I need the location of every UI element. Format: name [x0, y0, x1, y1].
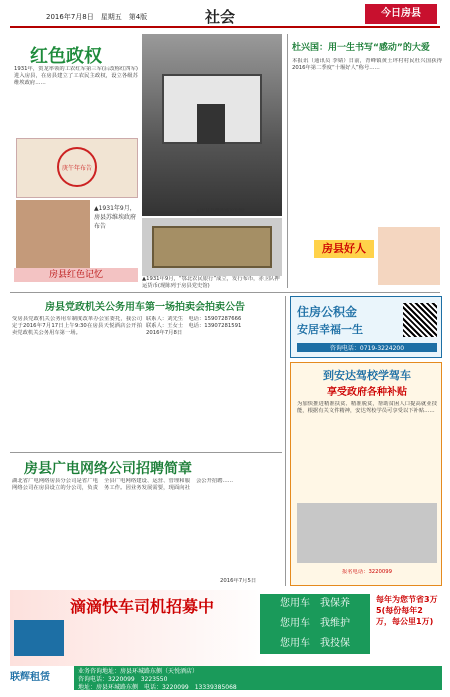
article-title-good-person: 杜兴国：用一生书写“感动”的大爱 [292, 43, 430, 53]
housing-fund-subtitle: 安居幸福一生 [297, 323, 363, 336]
footer-phone: 咨询电话：3220099 3223550 [78, 676, 168, 683]
old-building-photo [142, 34, 282, 216]
auction-contact-2: 联系人：王女士 电话：13907281591 [146, 323, 242, 329]
banknote [152, 226, 272, 268]
red-stamp: 庚午年布告 [57, 147, 97, 187]
issue-date: 2016年7月8日 星期五 第4版 [46, 13, 148, 21]
slogan-1: 您用车 我保养 [280, 598, 350, 609]
footer-address: 业务咨询地址：房县环城路东侧（天悦酒店） [78, 668, 199, 675]
slogan-2: 您用车 我维护 [280, 618, 350, 629]
driving-school-body: 为加快推进精准扶贫、精准脱贫，帮助贫困人口提高就业技能，根据有关文件精神，安达驾校学员可享受以下补贴…… [297, 401, 437, 414]
footer-band [74, 666, 442, 690]
header-rule [10, 26, 440, 28]
portrait-photo [378, 227, 440, 285]
slogan-block [260, 594, 370, 654]
recruit-title: 房县广电网络公司招聘简章 [24, 461, 192, 477]
building-door [197, 104, 225, 144]
didi-ad [10, 590, 442, 666]
company-name: 联辉租赁 [10, 672, 50, 683]
driving-school-phone: 报名电话：3220099 [341, 569, 393, 575]
housing-fund-title: 住房公积金 [297, 305, 358, 319]
good-person-badge: 房县好人 [314, 240, 374, 258]
article-body-red-power: 1931年，贺龙率领的工农红军第三军(后改称红四军)进入房县，在房县建立了工农民主政权，设立各级苏维埃政府…… [14, 66, 138, 86]
notice-caption: ▲1931年9月，房县苏维埃政府布告 [94, 205, 137, 230]
car-image [14, 620, 64, 656]
newspaper-logo: 今日房县 [365, 4, 437, 24]
students-photo [297, 503, 437, 563]
auction-body: 受房县党政机关公务用车制度改革办公室委托，我公司定于2016年7月17日上午9:30在房县天悦酒店公开拍卖党政机关公务用车第一场。 [12, 316, 142, 336]
banknote-caption: ▲1931年9月，“鄂北农民银行”成立，发行布币，赤卫队押运货币(现陈列于房县党史馆) [142, 276, 280, 289]
section-divider-2 [10, 452, 282, 453]
article-body-good-person: 本报讯（通讯员 李婧）日前，青峰镇黄土坪村村民杜兴国获得2016年第二季度“十堰好人”称号…… [292, 58, 442, 71]
building-caption: ▲房县苏维埃政府旧址 [196, 208, 245, 214]
auction-details [146, 316, 278, 416]
publisher-line: 地址：房县环城路东侧 电话：3220099 13339385068 [78, 684, 237, 691]
notice-document-image [16, 138, 138, 198]
didi-ad-title: 滴滴快车司机招募中 [70, 597, 215, 616]
auction-contact-1: 联系人：刘先生 电话：15907287666 [146, 316, 242, 322]
column-divider [287, 34, 288, 288]
promo-text: 每年为您节省3万5(每份每年2万，每公里1万) [376, 595, 438, 626]
section-title: 社会 [205, 8, 236, 26]
section-divider [10, 292, 440, 293]
red-memory-banner: 房县红色记忆 [14, 268, 138, 282]
document-photo [16, 200, 90, 270]
page-header [0, 0, 450, 28]
banknote-photo [142, 218, 282, 276]
column-divider-2 [285, 296, 286, 586]
housing-fund-ad [290, 296, 442, 358]
driving-school-ad [290, 362, 442, 586]
qr-code [403, 303, 437, 337]
article-title-red-power: 红色政权 [30, 46, 102, 67]
driving-school-title-2: 享受政府各种补贴 [327, 387, 407, 398]
recruit-body: 湖北省广电网络房县分公司是省广电网络公司在房县设立的分公司，负责全县广电网络建设、运营、管理和服务工作。因业务发展需要，现面向社会公开招聘…… [12, 478, 234, 491]
slogan-3: 您用车 我投保 [280, 638, 350, 649]
recruit-date: 2016年7月5日 [220, 578, 257, 584]
auction-date: 2016年7月8日 [146, 330, 183, 336]
housing-fund-phone: 咨询电话：0719-3224200 [297, 343, 437, 352]
auction-title: 房县党政机关公务用车第一场拍卖会拍卖公告 [45, 302, 245, 313]
driving-school-title-1: 到安达驾校学驾车 [323, 369, 411, 382]
